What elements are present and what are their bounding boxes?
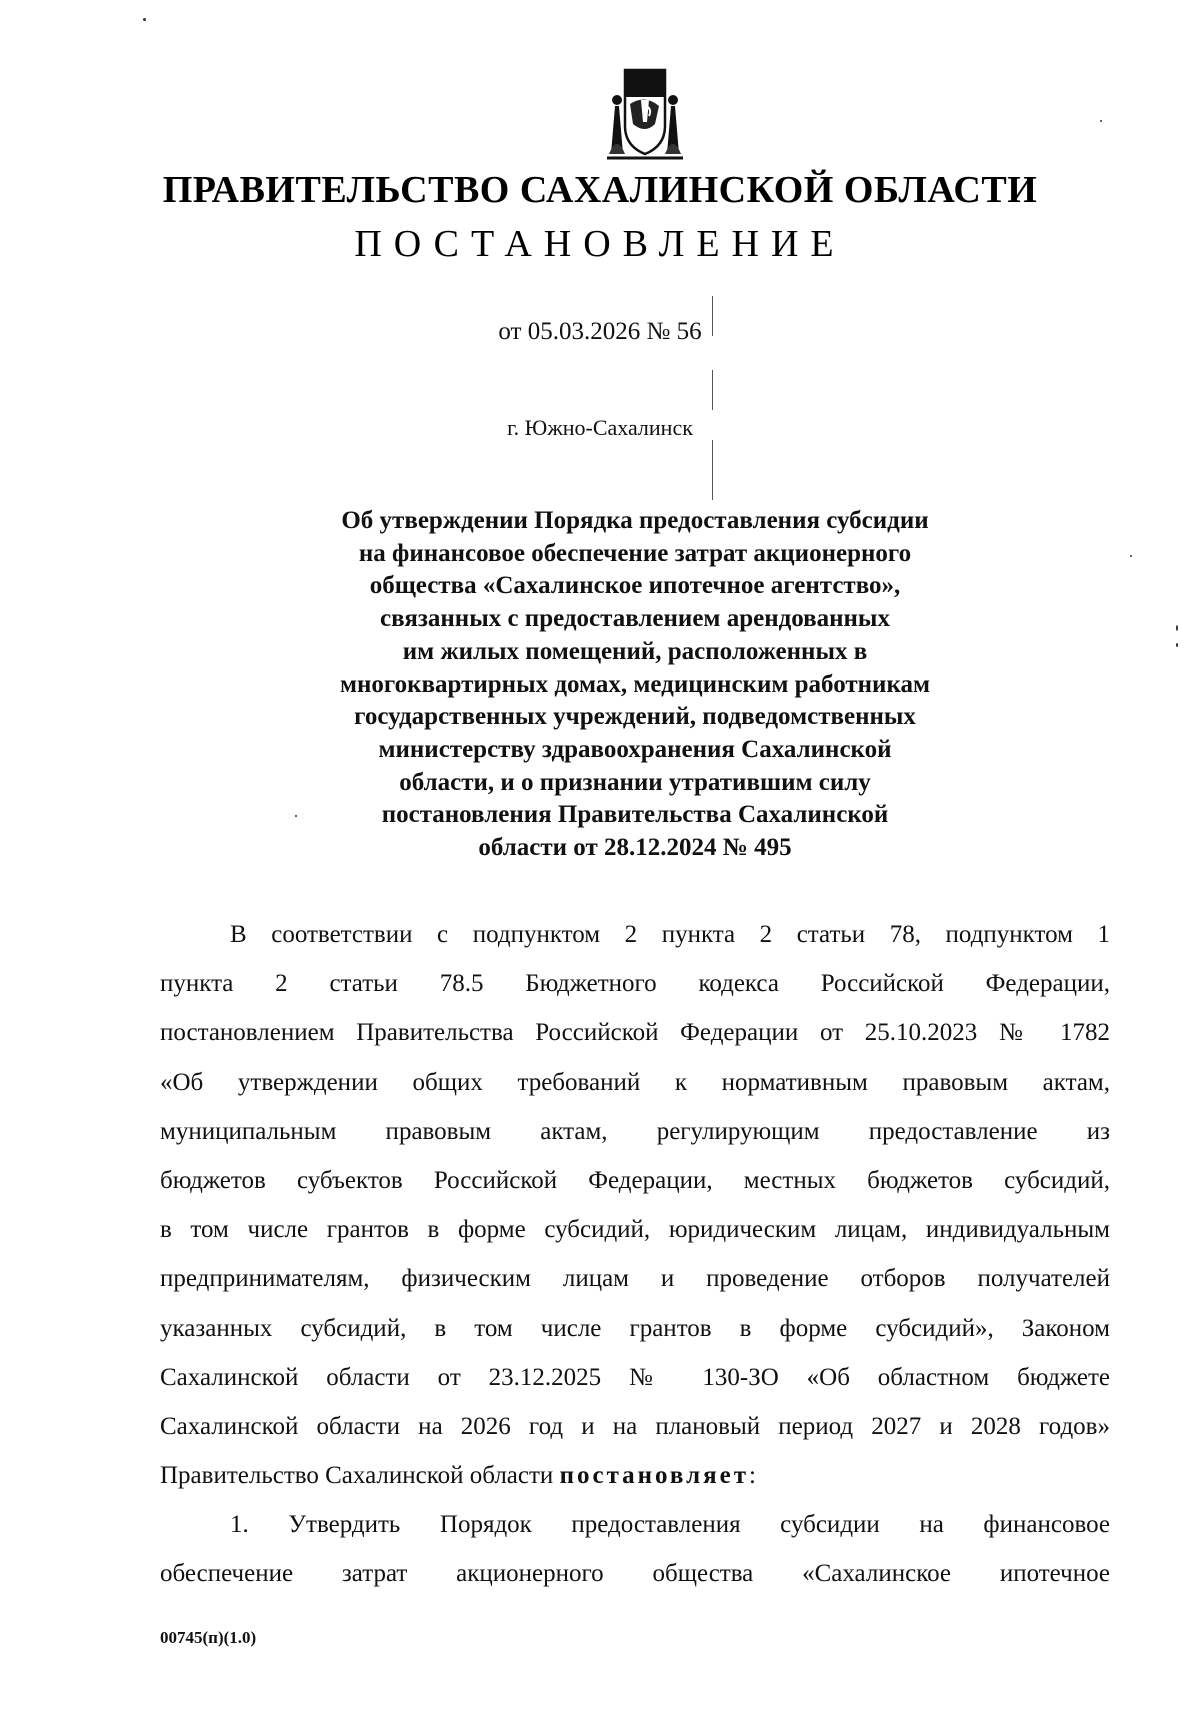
scan-speck	[1130, 555, 1132, 557]
scan-fold-line	[712, 440, 713, 500]
scan-speck	[1176, 643, 1178, 647]
preamble-line: В соответствии с подпунктом 2 пункта 2 статьи 78, подпунктом 1	[230, 921, 1110, 948]
subject-line: Об утверждении Порядка предоставления субсидии	[341, 507, 929, 534]
preamble-line: «Об утверждении общих требований к нормативным правовым актам,	[160, 1068, 1110, 1096]
government-title: ПРАВИТЕЛЬСТВО САХАЛИНСКОЙ ОБЛАСТИ	[162, 169, 1038, 211]
sakhalin-coat-of-arms-icon	[597, 64, 693, 164]
scan-speck	[295, 815, 297, 817]
preamble-line: Сахалинской области от 23.12.2025 № 130-ЗО «Об областном бюджете	[160, 1363, 1110, 1391]
preamble-line: предпринимателям, физическим лицам и проведение отборов получателей	[160, 1265, 1110, 1293]
preamble-line: Сахалинской области на 2026 год и на плановый период 2027 и 2028 годов»	[160, 1412, 1110, 1440]
resolve-prefix: Правительство Сахалинской области	[160, 1462, 560, 1490]
scan-speck	[1100, 120, 1102, 122]
subject-line: государственных учреждений, подведомственных	[354, 703, 916, 731]
scan-fold-line	[712, 370, 713, 410]
document-city: г. Южно-Сахалинск	[507, 415, 693, 440]
item-1-line: обеспечение затрат акционерного общества «Сахалинское ипотечное	[160, 1560, 1110, 1588]
subject-line: связанных с предоставлением арендованных	[380, 605, 890, 633]
preamble-line: муниципальным правовым актам, регулирующим предоставление из	[160, 1117, 1110, 1145]
document-date-number: от 05.03.2026 № 56	[498, 318, 702, 345]
subject-line: общества «Сахалинское ипотечное агентство»,	[369, 572, 901, 600]
scan-fold-line	[712, 296, 713, 336]
document-type: ПОСТАНОВЛЕНИЕ	[354, 223, 846, 265]
scan-speck	[143, 18, 146, 21]
scan-speck	[1176, 625, 1178, 631]
subject-line: им жилых помещений, расположенных в	[402, 637, 868, 665]
preamble-line: пункта 2 статьи 78.5 Бюджетного кодекса Российской Федерации,	[160, 970, 1110, 998]
preamble-line: постановлением Правительства Российской Федерации от 25.10.2023 № 1782	[160, 1019, 1110, 1047]
subject-line: на финансовое обеспечение затрат акционерного	[358, 539, 912, 567]
resolve-suffix: :	[749, 1462, 756, 1490]
subject-line: области, и о признании утратившим силу	[399, 768, 871, 796]
preamble-line: бюджетов субъектов Российской Федерации, местных бюджетов субсидий,	[160, 1166, 1110, 1194]
subject-line: многоквартирных домах, медицинским работникам	[339, 670, 931, 698]
resolve-line	[160, 1451, 1110, 1500]
preamble-text	[160, 910, 1110, 1599]
resolve-word: постановляет	[559, 1462, 750, 1490]
subject-line: министерству здравоохранения Сахалинской	[378, 735, 892, 763]
document-code: 00745(п)(1.0)	[160, 1628, 257, 1647]
preamble-line: указанных субсидий, в том числе грантов в форме субсидий», Законом	[160, 1314, 1110, 1342]
preamble-line: в том числе грантов в форме субсидий, юридическим лицам, индивидуальным	[160, 1216, 1110, 1244]
item-1-line: 1. Утвердить Порядок предоставления субсидии на финансовое	[230, 1511, 1110, 1539]
subject-line: области от 28.12.2024 № 495	[478, 834, 792, 862]
document-subject	[290, 505, 980, 865]
subject-line: постановления Правительства Сахалинской	[381, 801, 889, 829]
